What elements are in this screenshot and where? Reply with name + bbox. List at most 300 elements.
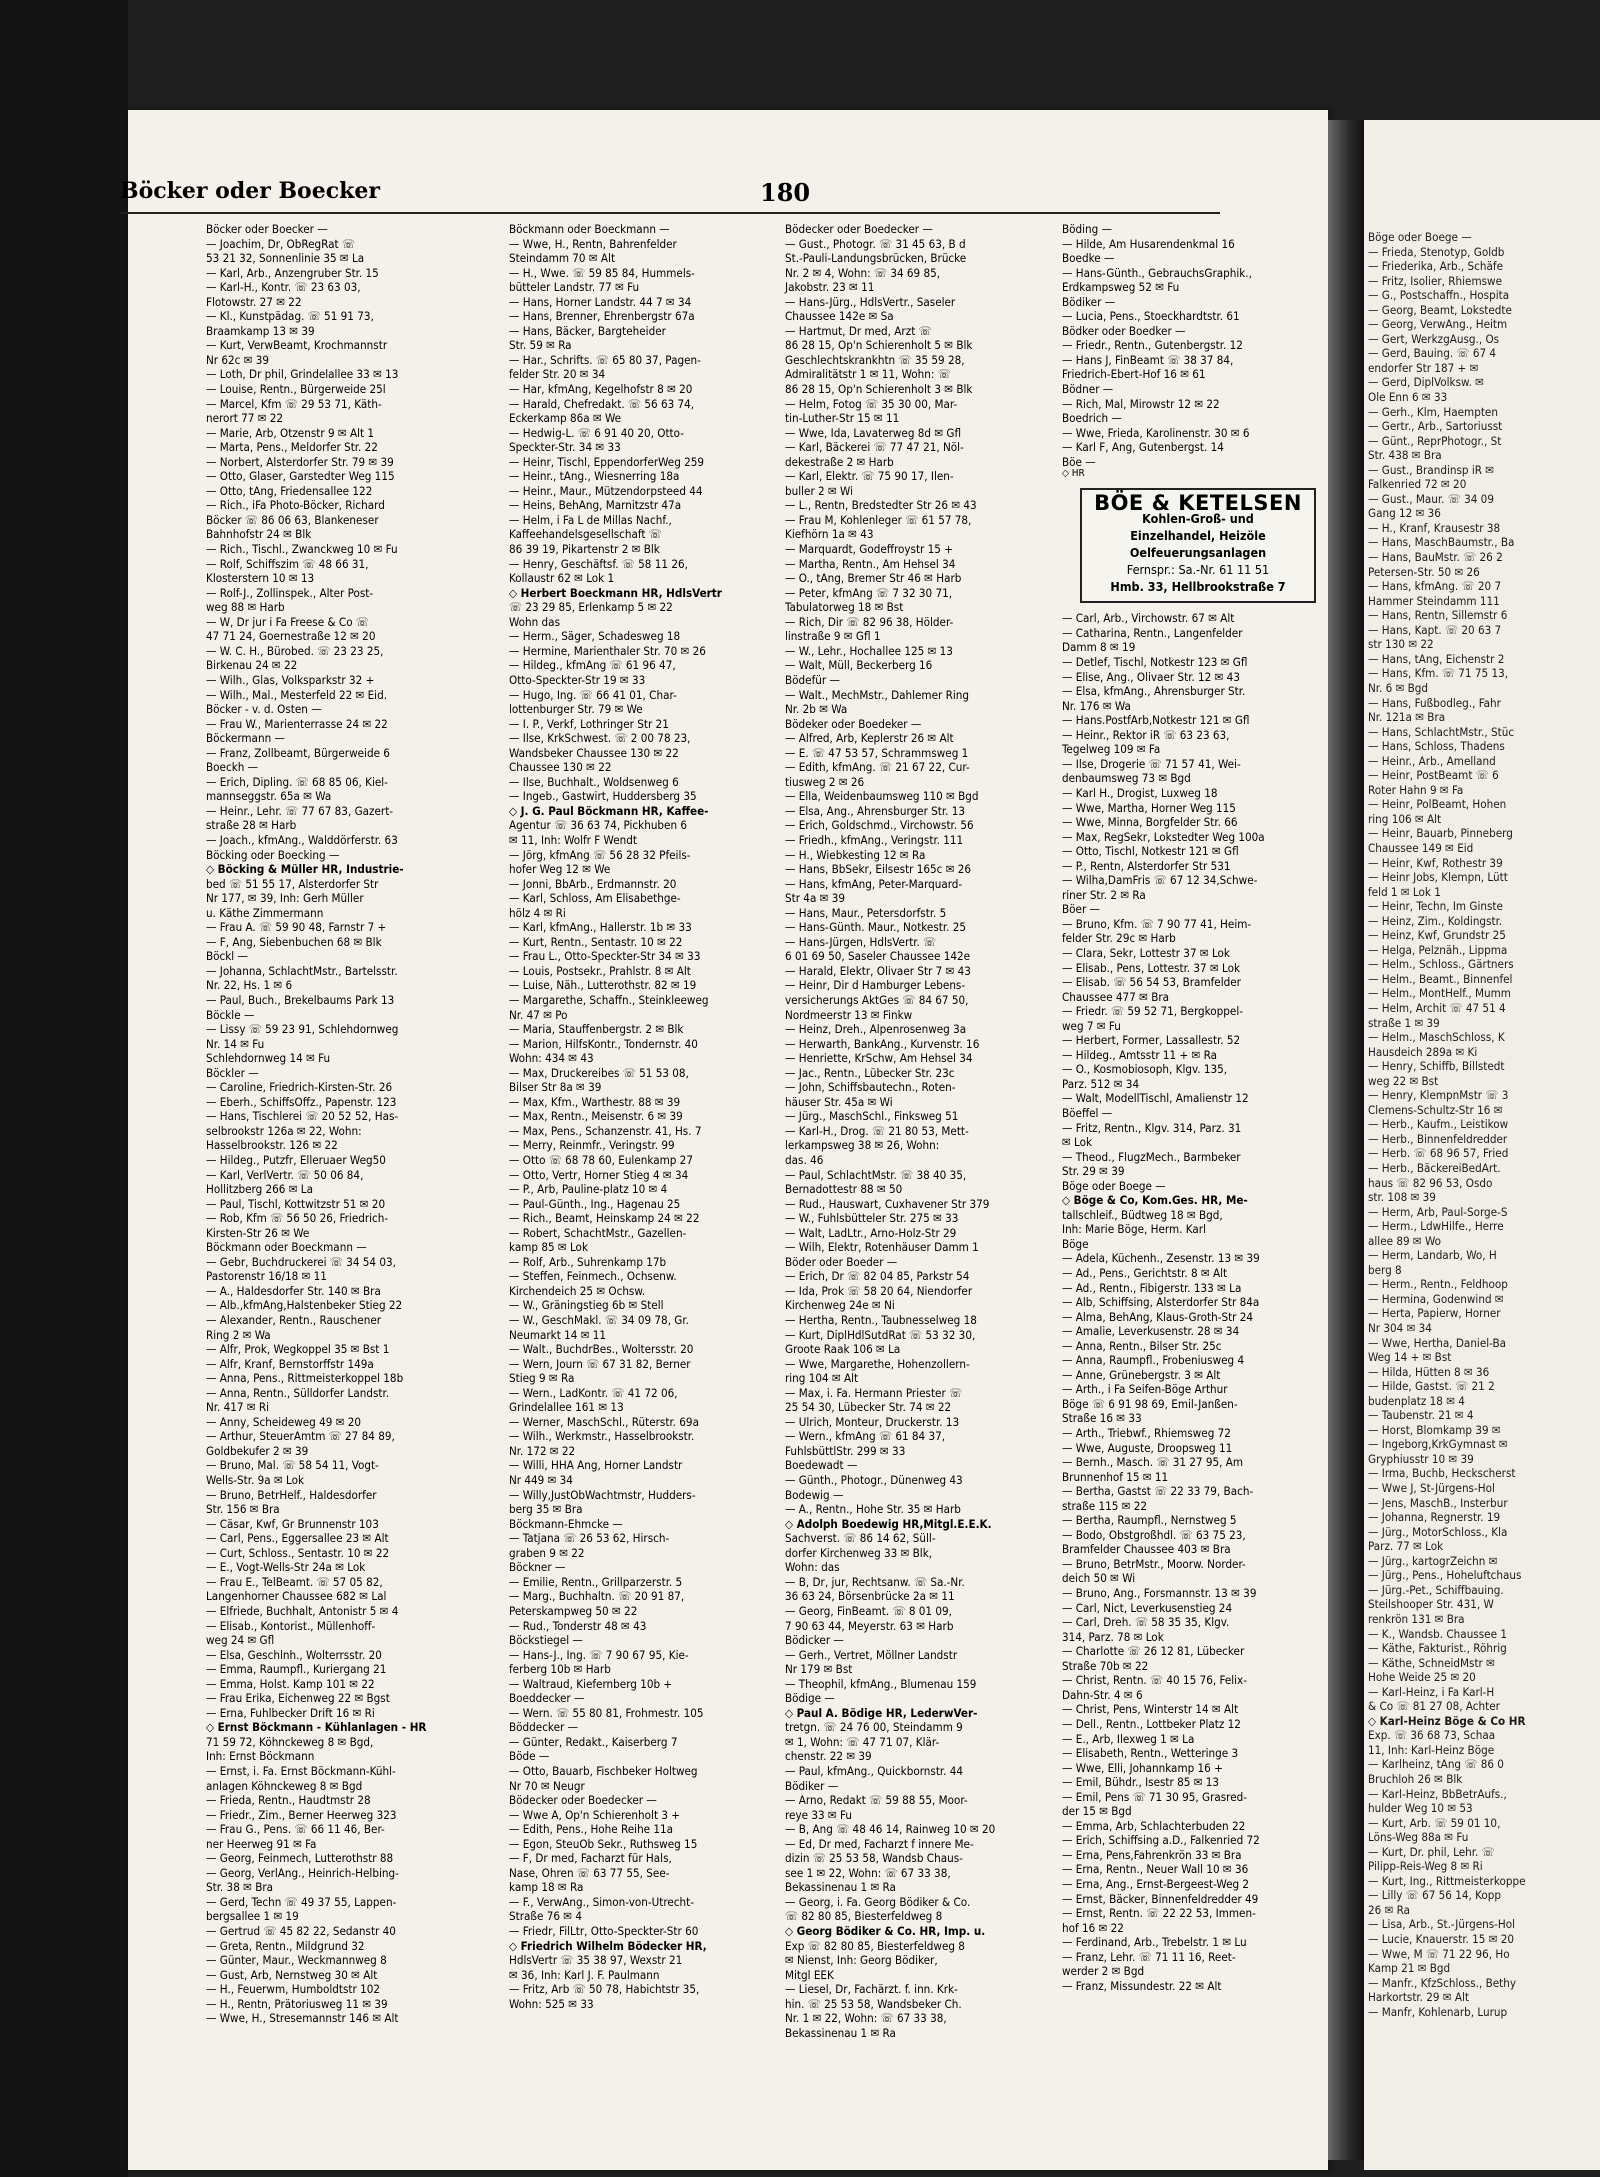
directory-entry: Löns-Weg 88a ✉ Fu [1368, 1830, 1469, 1845]
directory-entry: 6 01 69 50, Saseler Chaussee 142e [785, 949, 971, 964]
directory-entry: — Rich, Mal, Mirowstr 12 ✉ 22 [1062, 396, 1220, 411]
directory-entry: — Martha, Rentn., Am Hehsel 34 [785, 556, 956, 571]
directory-entry: Bernadottestr 88 ✉ 50 [785, 1182, 903, 1197]
directory-entry: — Wern, Journ ☏ 67 31 82, Berner [509, 1356, 691, 1371]
directory-entry: — Hans, Rentn, Sillemstr 6 [1368, 608, 1508, 623]
directory-entry: — Hans-Jürgen, HdlsVertr. ☏ [785, 934, 937, 949]
page-header [120, 178, 1220, 214]
directory-entry: — Wilh., Glas, Volksparkstr 32 + [206, 672, 375, 687]
directory-entry: Tegelweg 109 ✉ Fa [1062, 742, 1161, 757]
directory-entry: — Curt, Schloss., Sentastr. 10 ✉ 22 [206, 1545, 390, 1560]
directory-entry: — W., Fuhlsbütteler Str. 275 ✉ 33 [785, 1211, 959, 1226]
directory-entry: — Egon, SteuOb Sekr., Ruthsweg 15 [509, 1836, 698, 1851]
directory-entry: ✉ Lok [1062, 1135, 1093, 1150]
directory-entry: budenplatz 18 ✉ 4 [1368, 1393, 1465, 1408]
surname-heading: Böcking oder Boecking — [206, 847, 340, 862]
directory-entry: — Marquardt, Godeffroystr 15 + [785, 542, 953, 557]
directory-entry: — Elise, Ang., Olivaer Str. 12 ✉ 43 [1062, 669, 1240, 684]
directory-entry: — Ingeborg,KrkGymnast ✉ [1368, 1437, 1508, 1452]
surname-heading: Bödiker — [1062, 294, 1116, 309]
directory-entry: — Herbert, Former, Lassallestr. 52 [1062, 1033, 1241, 1048]
directory-entry: — W. C. H., Bürobed. ☏ 23 23 25, [206, 643, 384, 658]
directory-entry: Kiefhörn 1a ✉ 43 [785, 527, 874, 542]
directory-entry: — Georg, i. Fa. Georg Bödiker & Co. [785, 1894, 971, 1909]
directory-entry: — Emma, Raumpfl., Kuriergang 21 [206, 1662, 387, 1677]
directory-entry: feld 1 ✉ Lok 1 [1368, 884, 1441, 899]
directory-entry: Peterskampweg 50 ✉ 22 [509, 1603, 638, 1618]
directory-entry: weg 7 ✉ Fu [1062, 1018, 1121, 1033]
directory-entry: — Frau Erika, Eichenweg 22 ✉ Bgst [206, 1691, 390, 1706]
directory-entry: Dahn-Str. 4 ✉ 6 [1062, 1687, 1143, 1702]
directory-entry: anlagen Köhnckeweg 8 ✉ Bgd [206, 1778, 363, 1793]
directory-entry: Kaffeehandelsgesellschaft ☏ [509, 527, 662, 542]
surname-heading: Böddecker — [509, 1720, 579, 1735]
directory-entry: — Alfr, Kranf, Bernstorffstr 149a [206, 1356, 374, 1371]
directory-entry: Clemens-Schultz-Str 16 ✉ [1368, 1102, 1503, 1117]
directory-entry: — Gerd, Bauing. ☏ 67 4 [1368, 346, 1497, 361]
directory-entry: — Hermine, Marienthaler Str. 70 ✉ 26 [509, 643, 706, 658]
directory-entry: — Herta, Papierw, Horner [1368, 1306, 1501, 1321]
surname-heading: Böder oder Boeder — [785, 1254, 898, 1269]
directory-entry: — Georg, VerlAng., Heinrich-Helbing- [206, 1865, 399, 1880]
directory-entry: & Co ☏ 81 27 08, Achter [1368, 1699, 1500, 1714]
directory-entry: Admiralitätstr 1 ✉ 11, Wohn: ☏ [785, 367, 951, 382]
directory-entry: — Gert, WerkzgAusg., Os [1368, 331, 1500, 346]
directory-entry: — Gertrud ☏ 45 82 22, Sedanstr 40 [206, 1923, 396, 1938]
directory-entry: — Helm., Beamt., Binnenfel [1368, 971, 1513, 986]
directory-entry: Kamp 21 ✉ Bgd [1368, 1961, 1451, 1976]
directory-entry: Schlehdornweg 14 ✉ Fu [206, 1051, 331, 1066]
directory-entry: Klosterstern 10 ✉ 13 [206, 571, 315, 586]
directory-entry: — Henry, Schiffb, Billstedt [1368, 1059, 1505, 1074]
directory-entry: — F, Dr med, Facharzt für Hals, [509, 1851, 672, 1866]
directory-entry: Nr 177, ✉ 39, Inh: Gerh Müller [206, 891, 364, 906]
directory-column-2 [509, 222, 781, 2022]
directory-entry: — Emma, Arb, Schlachterbuden 22 [1062, 1818, 1246, 1833]
directory-entry: ring 106 ✉ Alt [1368, 811, 1442, 826]
directory-entry: — Harald, Elektr, Olivaer Str 7 ✉ 43 [785, 963, 971, 978]
directory-entry: — Manfr., KfzSchloss., Bethy [1368, 1975, 1517, 1990]
directory-entry: — Wwe, Margarethe, Hohenzollern- [785, 1356, 970, 1371]
directory-entry: berg 8 [1368, 1262, 1402, 1277]
directory-entry: — Emil, Bühdr., Isestr 85 ✉ 13 [1062, 1775, 1220, 1790]
directory-entry: Str. 59 ✉ Ra [509, 338, 572, 353]
directory-entry: Ole Enn 6 ✉ 33 [1368, 390, 1448, 405]
directory-entry: Hollitzberg 266 ✉ La [206, 1182, 314, 1197]
directory-entry: Wohn: das [785, 1560, 840, 1575]
directory-entry: — Wwe, Martha, Horner Weg 115 [1062, 800, 1236, 815]
directory-entry: Str 4a ✉ 39 [785, 891, 845, 906]
directory-entry: Nr 449 ✉ 34 [509, 1473, 573, 1488]
directory-entry: — Walt, LadLtr., Arno-Holz-Str 29 [785, 1225, 957, 1240]
directory-entry: — Erich, Dr ☏ 82 04 85, Parkstr 54 [785, 1269, 970, 1284]
directory-entry: — Hertha, Rentn., Taubnesselweg 18 [785, 1313, 977, 1328]
directory-entry: kamp 18 ✉ Ra [509, 1880, 584, 1895]
directory-entry: graben 9 ✉ 22 [509, 1545, 585, 1560]
directory-entry: — K., Wandsb. Chaussee 1 [1368, 1626, 1507, 1641]
directory-entry: — Willy,JustObWachtmstr, Hudders- [509, 1487, 696, 1502]
directory-entry: — Arth., i Fa Seifen-Böge Arthur [1062, 1382, 1228, 1397]
directory-entry: — Bruno, Kfm. ☏ 7 90 77 41, Heim- [1062, 916, 1252, 931]
directory-entry: — Otto ☏ 68 78 60, Eulenkamp 27 [509, 1153, 693, 1167]
surname-heading: Böge oder Boege — [1368, 230, 1472, 244]
surname-heading: Böckle — [206, 1007, 255, 1022]
directory-entry: — Günth., Photogr., Dünenweg 43 [785, 1473, 963, 1488]
directory-entry: — Liesel, Dr, Fachärzt. f. inn. Krk- [785, 1982, 958, 1997]
directory-entry: — Karl, VerlVertr. ☏ 50 06 84, [206, 1167, 364, 1182]
directory-entry: — Karl, Arb., Anzengruber Str. 15 [206, 265, 379, 280]
directory-entry: — Käthe, SchneidMstr ✉ [1368, 1655, 1495, 1670]
directory-entry: — Erich, Schiffsing a.D., Falkenried 72 [1062, 1833, 1260, 1848]
directory-entry: — Marion, HilfsKontr., Tondernstr. 40 [509, 1036, 698, 1051]
surname-heading: Böcker oder Boecker — [206, 222, 328, 236]
directory-entry: — H., Wwe. ☏ 59 85 84, Hummels- [509, 265, 695, 280]
directory-column-1 [206, 222, 506, 2026]
directory-entry: Nr. 22, Hs. 1 ✉ 6 [206, 978, 293, 993]
directory-entry: — Gebr, Buchdruckerei ☏ 34 54 03, [206, 1254, 396, 1269]
directory-entry: 7 90 63 44, Meyerstr. 63 ✉ Harb [785, 1618, 954, 1633]
directory-entry: — Wwe J, St-Jürgens-Hol [1368, 1481, 1495, 1496]
directory-entry: — Herm, Landarb, Wo, H [1368, 1248, 1497, 1263]
directory-entry: — Paul, kfmAng., Quickbornstr. 44 [785, 1763, 964, 1778]
directory-entry: — Peter, kfmAng ☏ 7 32 30 71, [785, 585, 953, 600]
directory-entry: — Har., Schrifts. ☏ 65 80 37, Pagen- [509, 352, 701, 367]
directory-entry: — Alexander, Rentn., Rauschener [206, 1313, 382, 1328]
directory-entry: Str. 29 ✉ 39 [1062, 1164, 1125, 1179]
directory-entry: — Ida, Prok ☏ 58 20 64, Niendorfer [785, 1283, 973, 1298]
directory-entry: — Heinr, PostBeamt ☏ 6 [1368, 768, 1499, 783]
directory-entry: — Catharina, Rentn., Langenfelder [1062, 625, 1243, 640]
directory-entry: ◇ Paul A. Bödige HR, LederwVer- [785, 1705, 978, 1720]
directory-entry: buller 2 ✉ Wi [785, 483, 854, 498]
directory-entry: 36 63 24, Börsenbrücke 2a ✉ 11 [785, 1589, 955, 1604]
directory-entry: — Edith, Pens., Hohe Reihe 11a [509, 1822, 674, 1837]
directory-entry: Friedrich-Ebert-Hof 16 ✉ 61 [1062, 367, 1206, 382]
directory-entry: tallschleif., Büdtweg 18 ✉ Bgd, [1062, 1207, 1223, 1222]
directory-entry: hölz 4 ✉ Ri [509, 905, 566, 920]
directory-entry: Chaussee 149 ✉ Eid [1368, 840, 1474, 855]
directory-entry: — Franz, Lehr. ☏ 71 11 16, Reet- [1062, 1949, 1236, 1964]
directory-entry: — Paul, Tischl, Kottwitzstr 51 ✉ 20 [206, 1196, 386, 1211]
directory-entry: — Hans-Jürg., HdlsVertr., Saseler [785, 294, 956, 309]
directory-entry: selbrookstr 126a ✉ 22, Wohn: [206, 1123, 362, 1138]
directory-entry: — Wwe, H., Stresemannstr 146 ✉ Alt [206, 2011, 399, 2026]
directory-entry: Harkortstr. 29 ✉ Alt [1368, 1990, 1470, 2005]
directory-entry: — Christ, Pens, Winterstr 14 ✉ Alt [1062, 1702, 1239, 1717]
directory-entry: — Erich, Goldschmd., Virchowstr. 56 [785, 818, 974, 833]
directory-entry: werder 2 ✉ Bgd [1062, 1964, 1145, 1979]
directory-entry: Speckter-Str. 34 ✉ 33 [509, 440, 621, 455]
directory-entry: Hammer Steindamm 111 [1368, 593, 1500, 608]
directory-entry: — Karlheinz, tAng ☏ 86 0 [1368, 1757, 1504, 1772]
directory-entry: — Hildeg., Putzfr, Elleruaer Weg50 [206, 1153, 386, 1167]
directory-entry: — W., Gräningstieg 6b ✉ Stell [509, 1298, 664, 1313]
directory-entry: — Wwe, Frieda, Karolinenstr. 30 ✉ 6 [1062, 425, 1250, 440]
directory-entry: — Ernst, i. Fa. Ernst Böckmann-Kühl- [206, 1763, 396, 1778]
surname-heading: Bödecker oder Boedecker — [509, 1793, 657, 1808]
directory-entry: — Heinr., tAng., Wiesnerring 18a [509, 469, 680, 484]
directory-entry: — Karl-H., Kontr. ☏ 23 63 03, [206, 280, 361, 295]
surname-heading: Böckmann oder Boeckmann — [509, 222, 670, 236]
directory-entry: — Karl, Elektr. ☏ 75 90 17, Ilen- [785, 469, 954, 484]
directory-entry: — Gerh., Klm, Haempten [1368, 404, 1498, 419]
directory-entry: — Kurt, DiplHdlSutdRat ☏ 53 32 30, [785, 1327, 976, 1342]
directory-entry: — Günter, Redakt., Kaiserberg 7 [509, 1734, 678, 1749]
directory-entry: — Hilde, Am Husarendenkmal 16 [1062, 236, 1235, 251]
directory-entry: Hasselbrookstr. 126 ✉ 22 [206, 1138, 338, 1153]
directory-entry: der 15 ✉ Bgd [1062, 1804, 1132, 1819]
directory-entry: see 1 ✉ 22, Wohn: ☏ 67 33 38, [785, 1865, 951, 1880]
directory-entry: — Johanna, SchlachtMstr., Bartelsstr. [206, 963, 398, 978]
directory-entry: Nr. 2b ✉ Wa [785, 702, 848, 717]
directory-entry: — Arno, Redakt ☏ 59 88 55, Moor- [785, 1793, 968, 1808]
directory-entry: das. 46 [785, 1153, 824, 1167]
directory-entry: linstraße 9 ✉ Gfl 1 [785, 629, 881, 644]
directory-entry: Str. 156 ✉ Bra [206, 1502, 280, 1517]
directory-entry: Steilshooper Str. 431, W [1368, 1597, 1494, 1612]
ad-line: Einzelhandel, Heizöle [1130, 528, 1266, 544]
directory-entry: — Karl-H., Drog. ☏ 21 80 53, Mett- [785, 1123, 969, 1138]
directory-entry: — Harald, Chefredakt. ☏ 56 63 74, [509, 396, 695, 411]
directory-entry: — Frieda, Rentn., Haudtmstr 28 [206, 1793, 371, 1808]
directory-entry: — Heinr., Lehr. ☏ 77 67 83, Gazert- [206, 803, 394, 818]
directory-entry: — Wilh., Mal., Mesterfeld 22 ✉ Eid. [206, 687, 387, 702]
directory-entry: — Max, RegSekr, Lokstedter Weg 100a [1062, 829, 1265, 844]
directory-entry: 47 71 24, Goernestraße 12 ✉ 20 [206, 629, 376, 644]
directory-entry: — Käthe, Fakturist., Röhrig [1368, 1641, 1507, 1656]
directory-entry: Birkenau 24 ✉ 22 [206, 658, 298, 673]
directory-entry: — Hugo, Ing. ☏ 66 41 01, Char- [509, 687, 677, 702]
directory-entry: Chaussee 130 ✉ 22 [509, 760, 612, 775]
surname-heading: Bödker oder Boedker — [1062, 323, 1186, 338]
directory-entry: 11, Inh: Karl-Heinz Böge [1368, 1742, 1495, 1757]
directory-entry: Nr. 6 ✉ Bgd [1368, 680, 1429, 695]
directory-entry: Langenhorner Chaussee 682 ✉ Lal [206, 1589, 387, 1604]
directory-entry: — Helga, Pelznäh., Lippma [1368, 942, 1508, 957]
directory-entry: — Norbert, Alsterdorfer Str. 79 ✉ 39 [206, 454, 394, 469]
directory-entry: — Har, kfmAng, Kegelhofstr 8 ✉ 20 [509, 382, 693, 397]
directory-entry: — Louise, Rentn., Bürgerweide 25l [206, 382, 386, 397]
directory-entry: — Max, Rentn., Meisenstr. 6 ✉ 39 [509, 1109, 683, 1124]
directory-entry: — Carl, Arb., Virchowstr. 67 ✉ Alt [1062, 611, 1235, 626]
surname-heading: Boedrich — [1062, 411, 1122, 426]
directory-entry: — Hans, kfmAng. ☏ 20 7 [1368, 579, 1502, 594]
directory-entry: Exp ☏ 82 80 85, Biesterfeldweg 8 [785, 1938, 965, 1953]
directory-entry: — Jürg., MaschSchl., Finksweg 51 [785, 1109, 959, 1124]
directory-entry: — Otto, Tischl, Notkestr 121 ✉ Gfl [1062, 844, 1239, 859]
directory-entry: Bruchloh 26 ✉ Blk [1368, 1771, 1463, 1786]
directory-entry: — O., Kosmobiosoph, Klgv. 135, [1062, 1062, 1228, 1077]
directory-entry: Pastorenstr 16/18 ✉ 11 [206, 1269, 327, 1284]
directory-entry: — Georg, FinBeamt. ☏ 8 01 09, [785, 1603, 952, 1618]
directory-entry: — Clara, Sekr, Lottestr 37 ✉ Lok [1062, 945, 1230, 960]
directory-entry: — Rolf-J., Zollinspek., Alter Post- [206, 585, 374, 600]
directory-entry: — John, Schiffsbautechn., Roten- [785, 1080, 956, 1095]
directory-entry: — Steffen, Feinmech., Ochsenw. [509, 1269, 677, 1284]
directory-entry: Braamkamp 13 ✉ 39 [206, 323, 315, 338]
directory-entry: — Ilse, KrkSchwest. ☏ 2 00 78 23, [509, 731, 691, 746]
directory-entry: — Max, Kfm., Warthestr. 88 ✉ 39 [509, 1094, 681, 1109]
directory-entry: — Rich., Beamt, Heinskamp 24 ✉ 22 [509, 1211, 700, 1226]
directory-entry: — Friedr., Rentn., Gutenbergstr. 12 [1062, 338, 1243, 353]
directory-entry: — Detlef, Tischl, Notkestr 123 ✉ Gfl [1062, 655, 1248, 670]
directory-entry: — Otto, tAng, Friedensallee 122 [206, 483, 373, 498]
directory-entry: deich 50 ✉ Wi [1062, 1571, 1136, 1586]
directory-entry: — Lissy ☏ 59 23 91, Schlehdornweg [206, 1022, 399, 1037]
directory-entry: — W, Dr jur i Fa Freese & Co ☏ [206, 614, 369, 629]
directory-entry: — E., Vogt-Wells-Str 24a ✉ Lok [206, 1560, 366, 1575]
directory-entry: Jakobstr. 23 ✉ 11 [785, 280, 875, 295]
directory-entry: — Alfred, Arb, Keplerstr 26 ✉ Alt [785, 731, 954, 746]
directory-entry: — Otto, Vertr, Horner Stieg 4 ✉ 34 [509, 1167, 689, 1182]
directory-entry: — P., Rentn, Alsterdorfer Str 531 [1062, 858, 1231, 873]
directory-entry: Nr. 417 ✉ Ri [206, 1400, 270, 1415]
directory-entry: — Emma, Holst. Kamp 101 ✉ 22 [206, 1676, 375, 1691]
directory-entry: — Frau E., TelBeamt. ☏ 57 05 82, [206, 1574, 383, 1589]
directory-entry: Nordmeerstr 13 ✉ Finkw [785, 1007, 913, 1022]
directory-entry: ferberg 10b ✉ Harb [509, 1662, 611, 1677]
directory-entry: — Heinr, Kwf, Rothestr 39 [1368, 855, 1503, 870]
surname-heading: Bödicker — [785, 1633, 844, 1648]
directory-entry: — Georg, VerwAng., Heitm [1368, 317, 1508, 332]
directory-entry: Pilipp-Reis-Weg 8 ✉ Ri [1368, 1859, 1483, 1874]
directory-entry: — Wern., LadKontr. ☏ 41 72 06, [509, 1385, 678, 1400]
directory-entry: — Herm, Arb, Paul-Sorge-S [1368, 1204, 1508, 1219]
surname-heading: Bödige — [785, 1691, 835, 1706]
directory-entry: — Anna, Rentn., Sülldorfer Landstr. [206, 1385, 390, 1400]
directory-entry: — Frau M, Kohlenleger ☏ 61 57 78, [785, 512, 972, 527]
directory-entry: — Hilde, Gastst. ☏ 21 2 [1368, 1379, 1495, 1394]
surname-heading: Böckmann-Ehmcke — [509, 1516, 623, 1531]
directory-entry: Exp. ☏ 36 68 73, Schaa [1368, 1728, 1496, 1743]
directory-entry: ☏ 23 29 85, Erlenkamp 5 ✉ 22 [509, 600, 673, 615]
directory-entry: — Anny, Scheideweg 49 ✉ 20 [206, 1414, 362, 1429]
directory-entry: — Wwe, Minna, Borgfelder Str. 66 [1062, 815, 1238, 830]
directory-entry: — Rob, Kfm ☏ 56 50 26, Friedrich- [206, 1211, 389, 1226]
directory-entry: Hausdeich 289a ✉ Ki [1368, 1044, 1478, 1059]
directory-entry: — Elisab. ☏ 56 54 53, Bramfelder [1062, 975, 1241, 990]
directory-entry: — H., Kranf, Krausestr 38 [1368, 520, 1501, 535]
directory-entry: Nr. 1 ✉ 22, Wohn: ☏ 67 33 38, [785, 2011, 947, 2026]
directory-entry: — Waltraud, Kiefernberg 10b + [509, 1676, 673, 1691]
directory-entry: kamp 85 ✉ Lok [509, 1240, 588, 1255]
directory-entry: — F., VerwAng., Simon-von-Utrecht- [509, 1894, 695, 1909]
directory-entry: Sachverst. ☏ 86 14 62, Süll- [785, 1531, 936, 1546]
directory-entry: — Wilh., Werkmstr., Hasselbrookstr. [509, 1429, 695, 1444]
directory-entry: 25 54 30, Lübecker Str. 74 ✉ 22 [785, 1400, 952, 1415]
surname-heading: Böckner — [509, 1560, 566, 1575]
directory-entry: Ring 2 ✉ Wa [206, 1327, 271, 1342]
directory-entry: — Amalie, Leverkusenstr. 28 ✉ 34 [1062, 1324, 1240, 1339]
directory-entry: — Lucie, Knauerstr. 15 ✉ 20 [1368, 1931, 1515, 1946]
directory-entry: — H., Feuerwm, Humboldtstr 102 [206, 1982, 380, 1997]
directory-entry: — Karl-Heinz, BbBetrAufs., [1368, 1786, 1507, 1801]
surname-heading: Böe — [1062, 454, 1096, 469]
directory-entry: — Frau A. ☏ 59 90 48, Farnstr 7 + [206, 920, 387, 935]
directory-entry: — Jörg, kfmAng ☏ 56 28 32 Pfeils- [509, 847, 691, 862]
scan-background [0, 0, 128, 2177]
directory-entry: — Tatjana ☏ 26 53 62, Hirsch- [509, 1531, 670, 1546]
directory-entry: haus ☏ 82 96 53, Osdo [1368, 1175, 1493, 1190]
surname-heading: Böding — [1062, 222, 1113, 236]
directory-entry: Mitgl EEK [785, 1967, 834, 1982]
directory-entry: Agentur ☏ 36 63 74, Pickhuben 6 [509, 818, 688, 833]
directory-entry: — Ella, Weidenbaumsweg 110 ✉ Bgd [785, 789, 979, 804]
directory-entry: — Werner, MaschSchl., Rüterstr. 69a [509, 1414, 699, 1429]
directory-entry: Nr. 176 ✉ Wa [1062, 698, 1131, 713]
directory-entry: — Arth., Triebwf., Rhiemsweg 72 [1062, 1426, 1231, 1441]
directory-entry: — P., Arb, Pauline-platz 10 ✉ 4 [509, 1182, 668, 1197]
directory-entry: — Marta, Pens., Meldorfer Str. 22 [206, 440, 378, 455]
directory-entry: Steindamm 70 ✉ Alt [509, 251, 616, 266]
directory-entry: — Ferdinand, Arb., Trebelstr. 1 ✉ Lu [1062, 1935, 1247, 1950]
directory-entry: — Hermina, Godenwind ✉ [1368, 1291, 1504, 1306]
directory-entry: — Karl-Heinz, i Fa Karl-H [1368, 1684, 1495, 1699]
directory-entry: — Herm., LdwHilfe., Herre [1368, 1219, 1504, 1234]
directory-entry: — Georg, Feinmech, Lutterothstr 88 [206, 1851, 394, 1866]
directory-entry: — Helm., MontHelf., Mumm [1368, 986, 1511, 1001]
directory-entry: — Hildeg., kfmAng ☏ 61 96 47, [509, 658, 676, 673]
next-page [1364, 120, 1600, 2170]
directory-entry: — Charlotte ☏ 26 12 81, Lübecker [1062, 1644, 1245, 1659]
directory-entry: endorfer Str 187 + ✉ [1368, 360, 1479, 375]
directory-entry: Chaussee 142e ✉ Sa [785, 309, 894, 324]
directory-entry: — Wwe, Ida, Lavaterweg 8d ✉ Gfl [785, 425, 962, 440]
directory-entry: Bilser Str 8a ✉ 39 [509, 1080, 602, 1095]
directory-entry: — Hans, Tischlerei ☏ 20 52 52, Has- [206, 1109, 399, 1124]
directory-entry: — Frau L., Otto-Speckter-Str 34 ✉ 33 [509, 949, 701, 964]
directory-entry: — Emil, Pens ☏ 71 30 95, Grasred- [1062, 1789, 1248, 1804]
directory-entry: hin. ☏ 25 53 58, Wandsbeker Ch. [785, 1996, 962, 2011]
directory-entry: — Heinr, Bauarb, Pinneberg [1368, 826, 1513, 841]
directory-entry: — Joachim, Dr, ObRegRat ☏ [206, 236, 355, 251]
directory-entry: ☏ 82 80 85, Biesterfeldweg 8 [785, 1909, 943, 1924]
directory-entry: — Heinz, Zim., Koldingstr. [1368, 913, 1503, 928]
directory-entry: — Anna, Raumpfl., Frobeniusweg 4 [1062, 1353, 1245, 1368]
surname-heading: Boeddecker — [509, 1691, 585, 1706]
directory-entry: — Friedr. ☏ 59 52 71, Bergkoppel- [1062, 1004, 1243, 1019]
directory-entry: — Rud., Hauswart, Cuxhavener Str 379 [785, 1196, 990, 1211]
directory-entry: nerort 77 ✉ 22 [206, 411, 284, 426]
directory-entry: Parz. 77 ✉ Lok [1368, 1539, 1444, 1554]
directory-entry: — Hans, Horner Landstr. 44 7 ✉ 34 [509, 294, 692, 309]
directory-entry: — Hilda, Hütten 8 ✉ 36 [1368, 1364, 1490, 1379]
directory-entry: — Heinz, Kwf, Grundstr 25 [1368, 928, 1506, 943]
directory-entry: — Günt., ReprPhotogr., St [1368, 433, 1502, 448]
directory-entry: weg 24 ✉ Gfl [206, 1633, 275, 1648]
book-gutter [1328, 120, 1364, 2160]
directory-entry: — Franz, Zollbeamt, Bürgerweide 6 [206, 745, 390, 760]
directory-entry: Bekassinenau 1 ✉ Ra [785, 2025, 896, 2040]
directory-entry: — F, Ang, Siebenbuchen 68 ✉ Blk [206, 934, 382, 949]
directory-entry: — Maria, Stauffenbergstr. 2 ✉ Blk [509, 1022, 684, 1037]
directory-entry: Kirsten-Str 26 ✉ We [206, 1225, 310, 1240]
directory-entry: — Bernh., Masch. ☏ 31 27 95, Am [1062, 1455, 1244, 1470]
directory-entry: — Hans, Kapt. ☏ 20 63 7 [1368, 622, 1502, 637]
directory-entry: ✉ 36, Inh: Karl J. F. Paulmann [509, 1967, 660, 1982]
directory-entry: — Kurt, VerwBeamt, Krochmannstr [206, 338, 388, 353]
directory-entry: — Kurt, Rentn., Sentastr. 10 ✉ 22 [509, 934, 683, 949]
directory-entry: — Heinr, Dir d Hamburger Lebens- [785, 978, 966, 993]
directory-entry: — Helm., Schloss., Gärtners [1368, 957, 1514, 972]
directory-entry: — Gerh., Vertret, Möllner Landstr [785, 1647, 958, 1662]
directory-entry: — Erna, Pens,Fahrenkrön 33 ✉ Bra [1062, 1847, 1242, 1862]
directory-entry: Brunnenhof 15 ✉ 11 [1062, 1469, 1169, 1484]
directory-entry: Tabulatorweg 18 ✉ Bst [785, 600, 904, 615]
directory-entry: ◇ Ernst Böckmann - Kühlanlagen - HR [206, 1720, 427, 1735]
directory-entry: straße 1 ✉ 39 [1368, 1015, 1440, 1030]
surname-heading: Boedke — [1062, 251, 1115, 266]
